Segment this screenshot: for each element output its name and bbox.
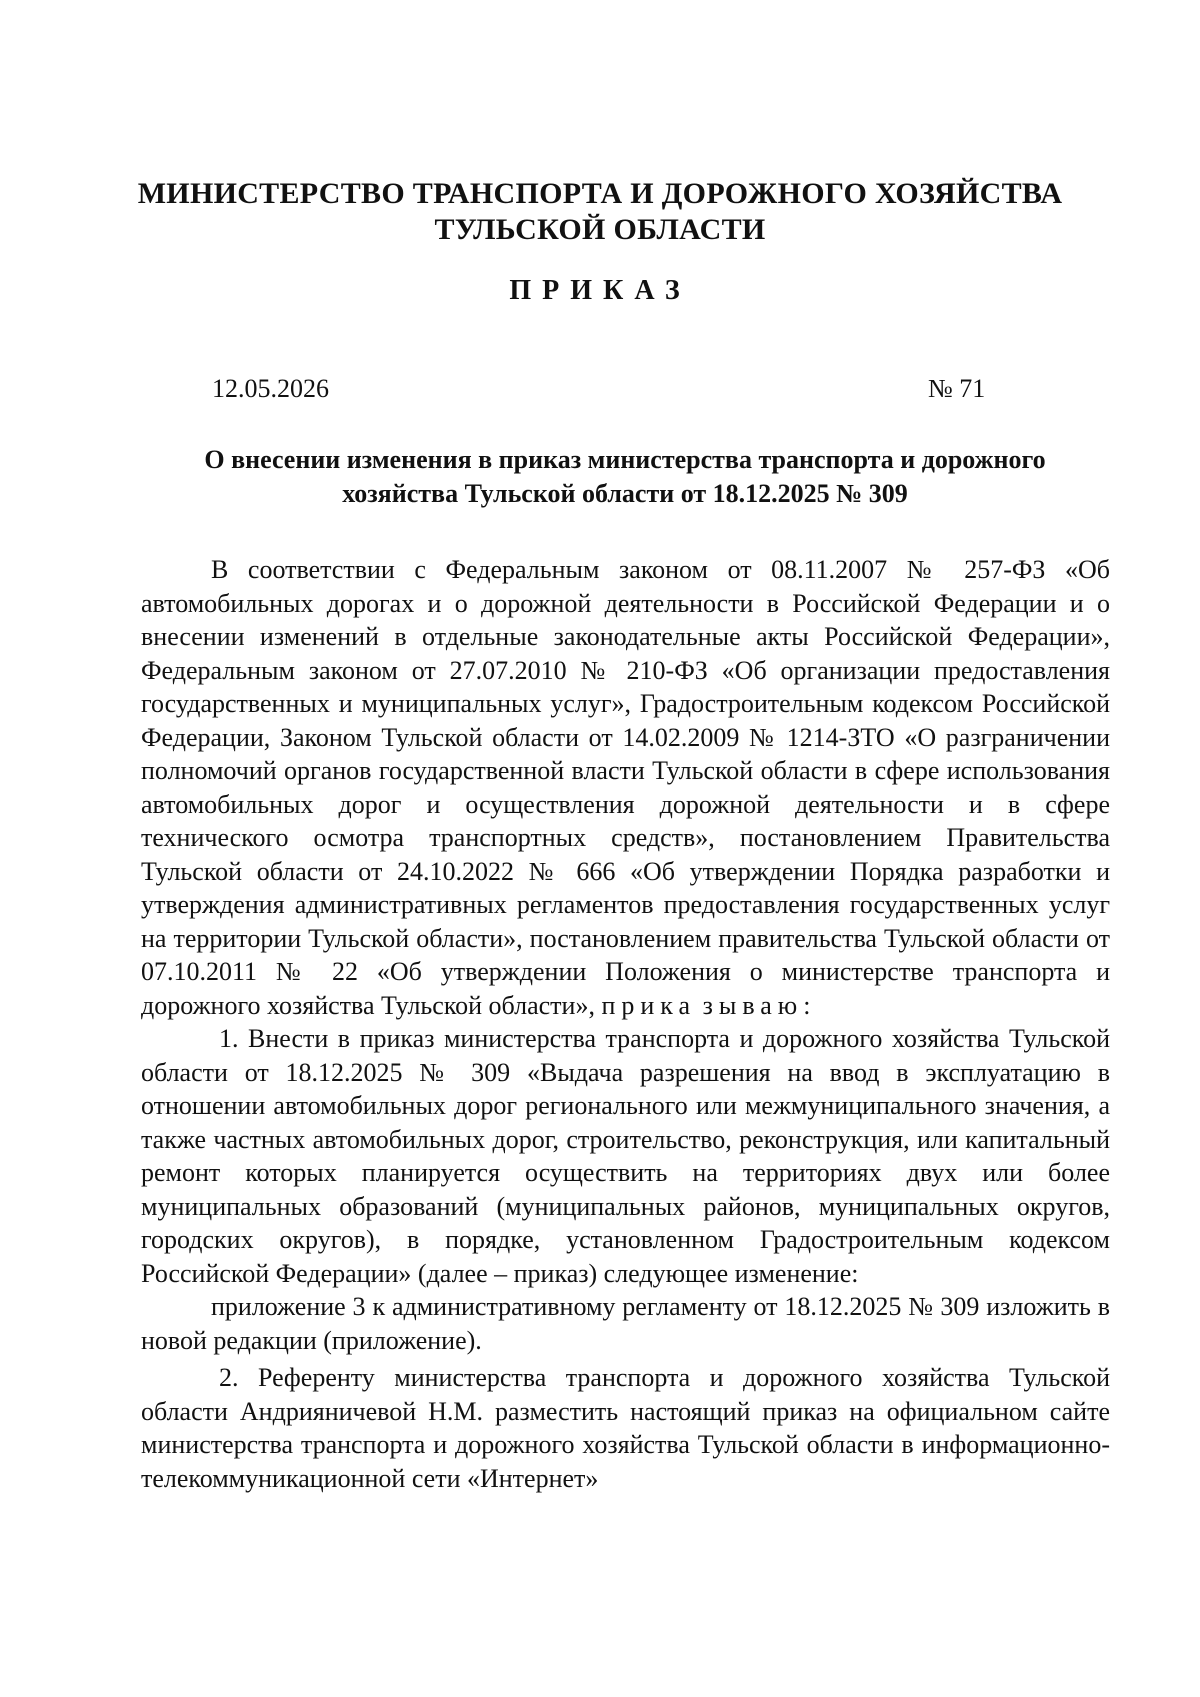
preamble-text: В соответствии с Федеральным законом от 08.11.2007 № 257-ФЗ «Об автомобильных дорогах и о дорожной деятельности в Российской Федерации и о внесении изменений в отдельные законодательные акты Российской Федерации», Федеральным законом от 27.07.2010 № 210-ФЗ «Об организации предоставления государственных и муниципальных услуг», Градостроительным кодексом Российской Федерации, Законом Тульской области от 14.02.2009 № 1214-ЗТО «О разграничении полномочий органов государственной власти Тульской области в сфере использования автомобильных дорог и осуществления дорожной деятельности и в сфере технического осмотра транспортных средств», постановлением Правительства Тульской области от 24.10.2022 № 666 «Об утверждении Порядка разработки и утверждения административных регламентов предоставления государственных услуг на территории Тульской области», постановлением правительства Тульской области от 07.10.2011 № 22 «Об утверждении Положения о министерстве транспорта и дорожного хозяйства Тульской области», [141, 555, 1110, 1020]
order-number: № 71 [928, 374, 986, 403]
order-subject-line2: хозяйства Тульской области от 18.12.2025 № 309 [342, 479, 908, 508]
order-date: 12.05.2026 [212, 374, 329, 403]
order-subject [145, 443, 1105, 511]
order-subject-line1: О внесении изменения в приказ министерства транспорта и дорожного [204, 445, 1046, 474]
ministry-name-line2: ТУЛЬСКОЙ ОБЛАСТИ [434, 213, 766, 246]
document-header [0, 176, 1200, 248]
order-word-part2: зываю: [702, 990, 817, 1020]
item-1-change-paragraph: приложение 3 к административному регламенту от 18.12.2025 № 309 изложить в новой редакции (приложение). [141, 1292, 1110, 1355]
document-body [141, 553, 1110, 1495]
item-1-paragraph: 1. Внести в приказ министерства транспорта и дорожного хозяйства Тульской области от 18.12.2025 № 309 «Выдача разрешения на ввод в эксплуатацию в отношении автомобильных дорог регионального или межмуниципального значения, а также частных автомобильных дорог, строительство, реконструкция, или капитальный ремонт которых планируется осуществить на территориях двух или более муниципальных образований (муниципальных районов, муниципальных округов, городских округов), в порядке, установленном Градостроительным кодексом Российской Федерации» (далее – приказ) следующее изменение: [141, 1024, 1110, 1288]
order-word-part1: прика [601, 990, 697, 1020]
preamble-paragraph [141, 553, 1110, 1022]
ministry-name-line1: МИНИСТЕРСТВО ТРАНСПОРТА И ДОРОЖНОГО ХОЗЯЙСТВА [137, 177, 1063, 210]
document-type-title: ПРИКАЗ [509, 275, 691, 306]
item-2-paragraph: 2. Референту министерства транспорта и дорожного хозяйства Тульской области Андрияничевой Н.М. разместить настоящий приказ на официальном сайте министерства транспорта и дорожного хозяйства Тульской области в информационно-телекоммуникационной сети «Интернет» [141, 1363, 1110, 1493]
